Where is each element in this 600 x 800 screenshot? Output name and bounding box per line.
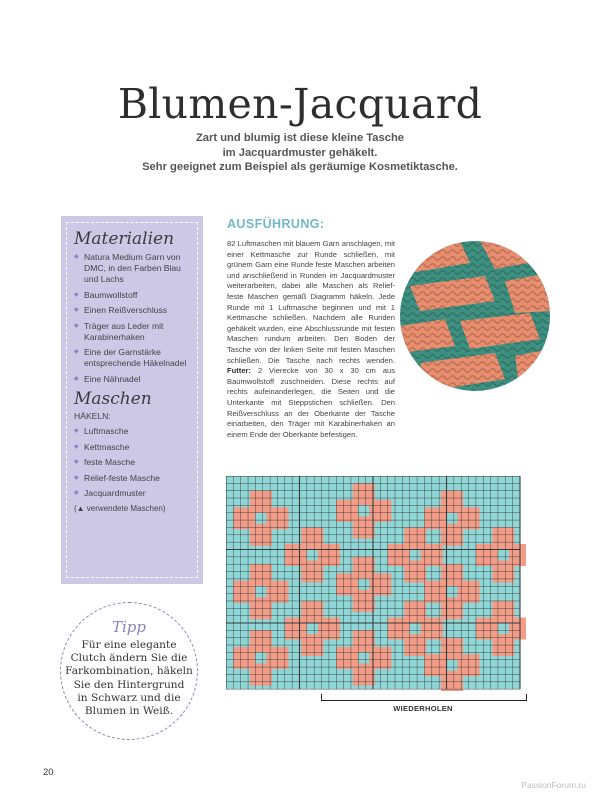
instructions-body: [227, 239, 395, 440]
tip-text: [61, 639, 197, 718]
watermark: PassionForum.ru: [521, 780, 586, 790]
chart-flower-petal: [441, 671, 463, 691]
list-item: ◆ Jacquardmuster: [74, 488, 191, 499]
jacquard-chart: [226, 476, 526, 691]
futter-text: 2 Vierecke von 30 x 30 cm aus Baumwollstoff zuschneiden. Diese rechts auf rechts aufeinanderlegen, die Seiten und die Unterkante mit Steppstichen schließen. Den Reißverschluss an der Oberkante der Tasche einarbeiten, den Träger mit Karabinerhaken an einem Ende der Oberkante befestigen.: [227, 366, 395, 439]
list-item: ◆ Träger aus Leder mit Karabinerhaken: [74, 321, 191, 343]
repeat-bracket: [321, 694, 527, 701]
tip-line: Sie den Hintergrund: [73, 678, 185, 691]
list-item: ◆ Relief-feste Masche: [74, 473, 191, 484]
stitches-subheading: HÄKELN:: [74, 411, 111, 421]
tip-line: Für eine elegante: [81, 639, 177, 651]
tip-box: [60, 602, 198, 740]
materials-dashed-frame: [66, 222, 198, 578]
subtitle: [0, 131, 600, 175]
stitches-heading: Maschen: [74, 389, 152, 409]
tip-line: Clutch ändern Sie die: [70, 652, 188, 665]
repeat-label: WIEDERHOLEN: [393, 704, 453, 713]
list-item: ◆ Eine Nähnadel: [74, 374, 191, 385]
tip-line: Farkombination, häkeln: [65, 665, 193, 678]
stitches-list: [74, 426, 191, 499]
tip-line: in Schwarz und die: [77, 691, 181, 704]
instructions-text: 82 Luftmaschen mit blauem Garn anschlagen, mit einer Kettmasche zur Runde schließen, mit grünem Garn eine Runde feste Maschen arbeiten und anschließend in Runden im Jacquardmuster weiterarbeiten, dabei alle Maschen als Relief-feste Maschen gemäß Diagramm häkeln. Jede Runde mit 1 Luftmasche beginnen und mit 1 Kettmasche schließen. Nachdem alle Runden gehäkelt wurden, eine Abschlussrunde mit festen Maschen rundum arbeiten. Den Boden der Tasche von der linken Seite mit festen Maschen schließen. Die Tasche nach rechts wenden.: [227, 239, 395, 365]
tip-line: Blumen in Weiß.: [84, 705, 174, 718]
list-item: ◆ Eine der Garnstärke entsprechende Häkelnadel: [74, 347, 191, 369]
stitches-note: (▲ verwendete Maschen): [74, 503, 166, 513]
subtitle-line: Sehr geeignet zum Beispiel als geräumige Kosmetiktasche.: [142, 161, 458, 173]
materials-box: [61, 216, 203, 584]
subtitle-line: Zart und blumig ist diese kleine Tasche: [195, 132, 405, 144]
tip-heading: Tipp: [111, 618, 146, 636]
crochet-texture-image: [400, 241, 550, 391]
subtitle-line: im Jacquardmuster gehäkelt.: [222, 146, 378, 159]
instructions-heading: AUSFÜHRUNG:: [227, 217, 325, 231]
chart-grid: [226, 476, 520, 689]
list-item: ◆ Kettmasche: [74, 442, 191, 453]
materials-heading: Materialien: [74, 229, 175, 249]
list-item: ◆ Baumwollstoff: [74, 290, 191, 301]
list-item: ◆ Luftmasche: [74, 426, 191, 437]
futter-label: Futter:: [227, 366, 252, 376]
list-item: ◆ Natura Medium Garn von DMC, in den Farben Blau und Lachs: [74, 252, 191, 285]
page-title: Blumen-Jacquard: [117, 80, 483, 128]
materials-list: [74, 252, 191, 385]
list-item: ◆ Einen Reißverschluss: [74, 305, 191, 316]
list-item: ◆ feste Masche: [74, 457, 191, 468]
crochet-photo: [400, 241, 550, 391]
page-number: 20: [43, 767, 54, 778]
